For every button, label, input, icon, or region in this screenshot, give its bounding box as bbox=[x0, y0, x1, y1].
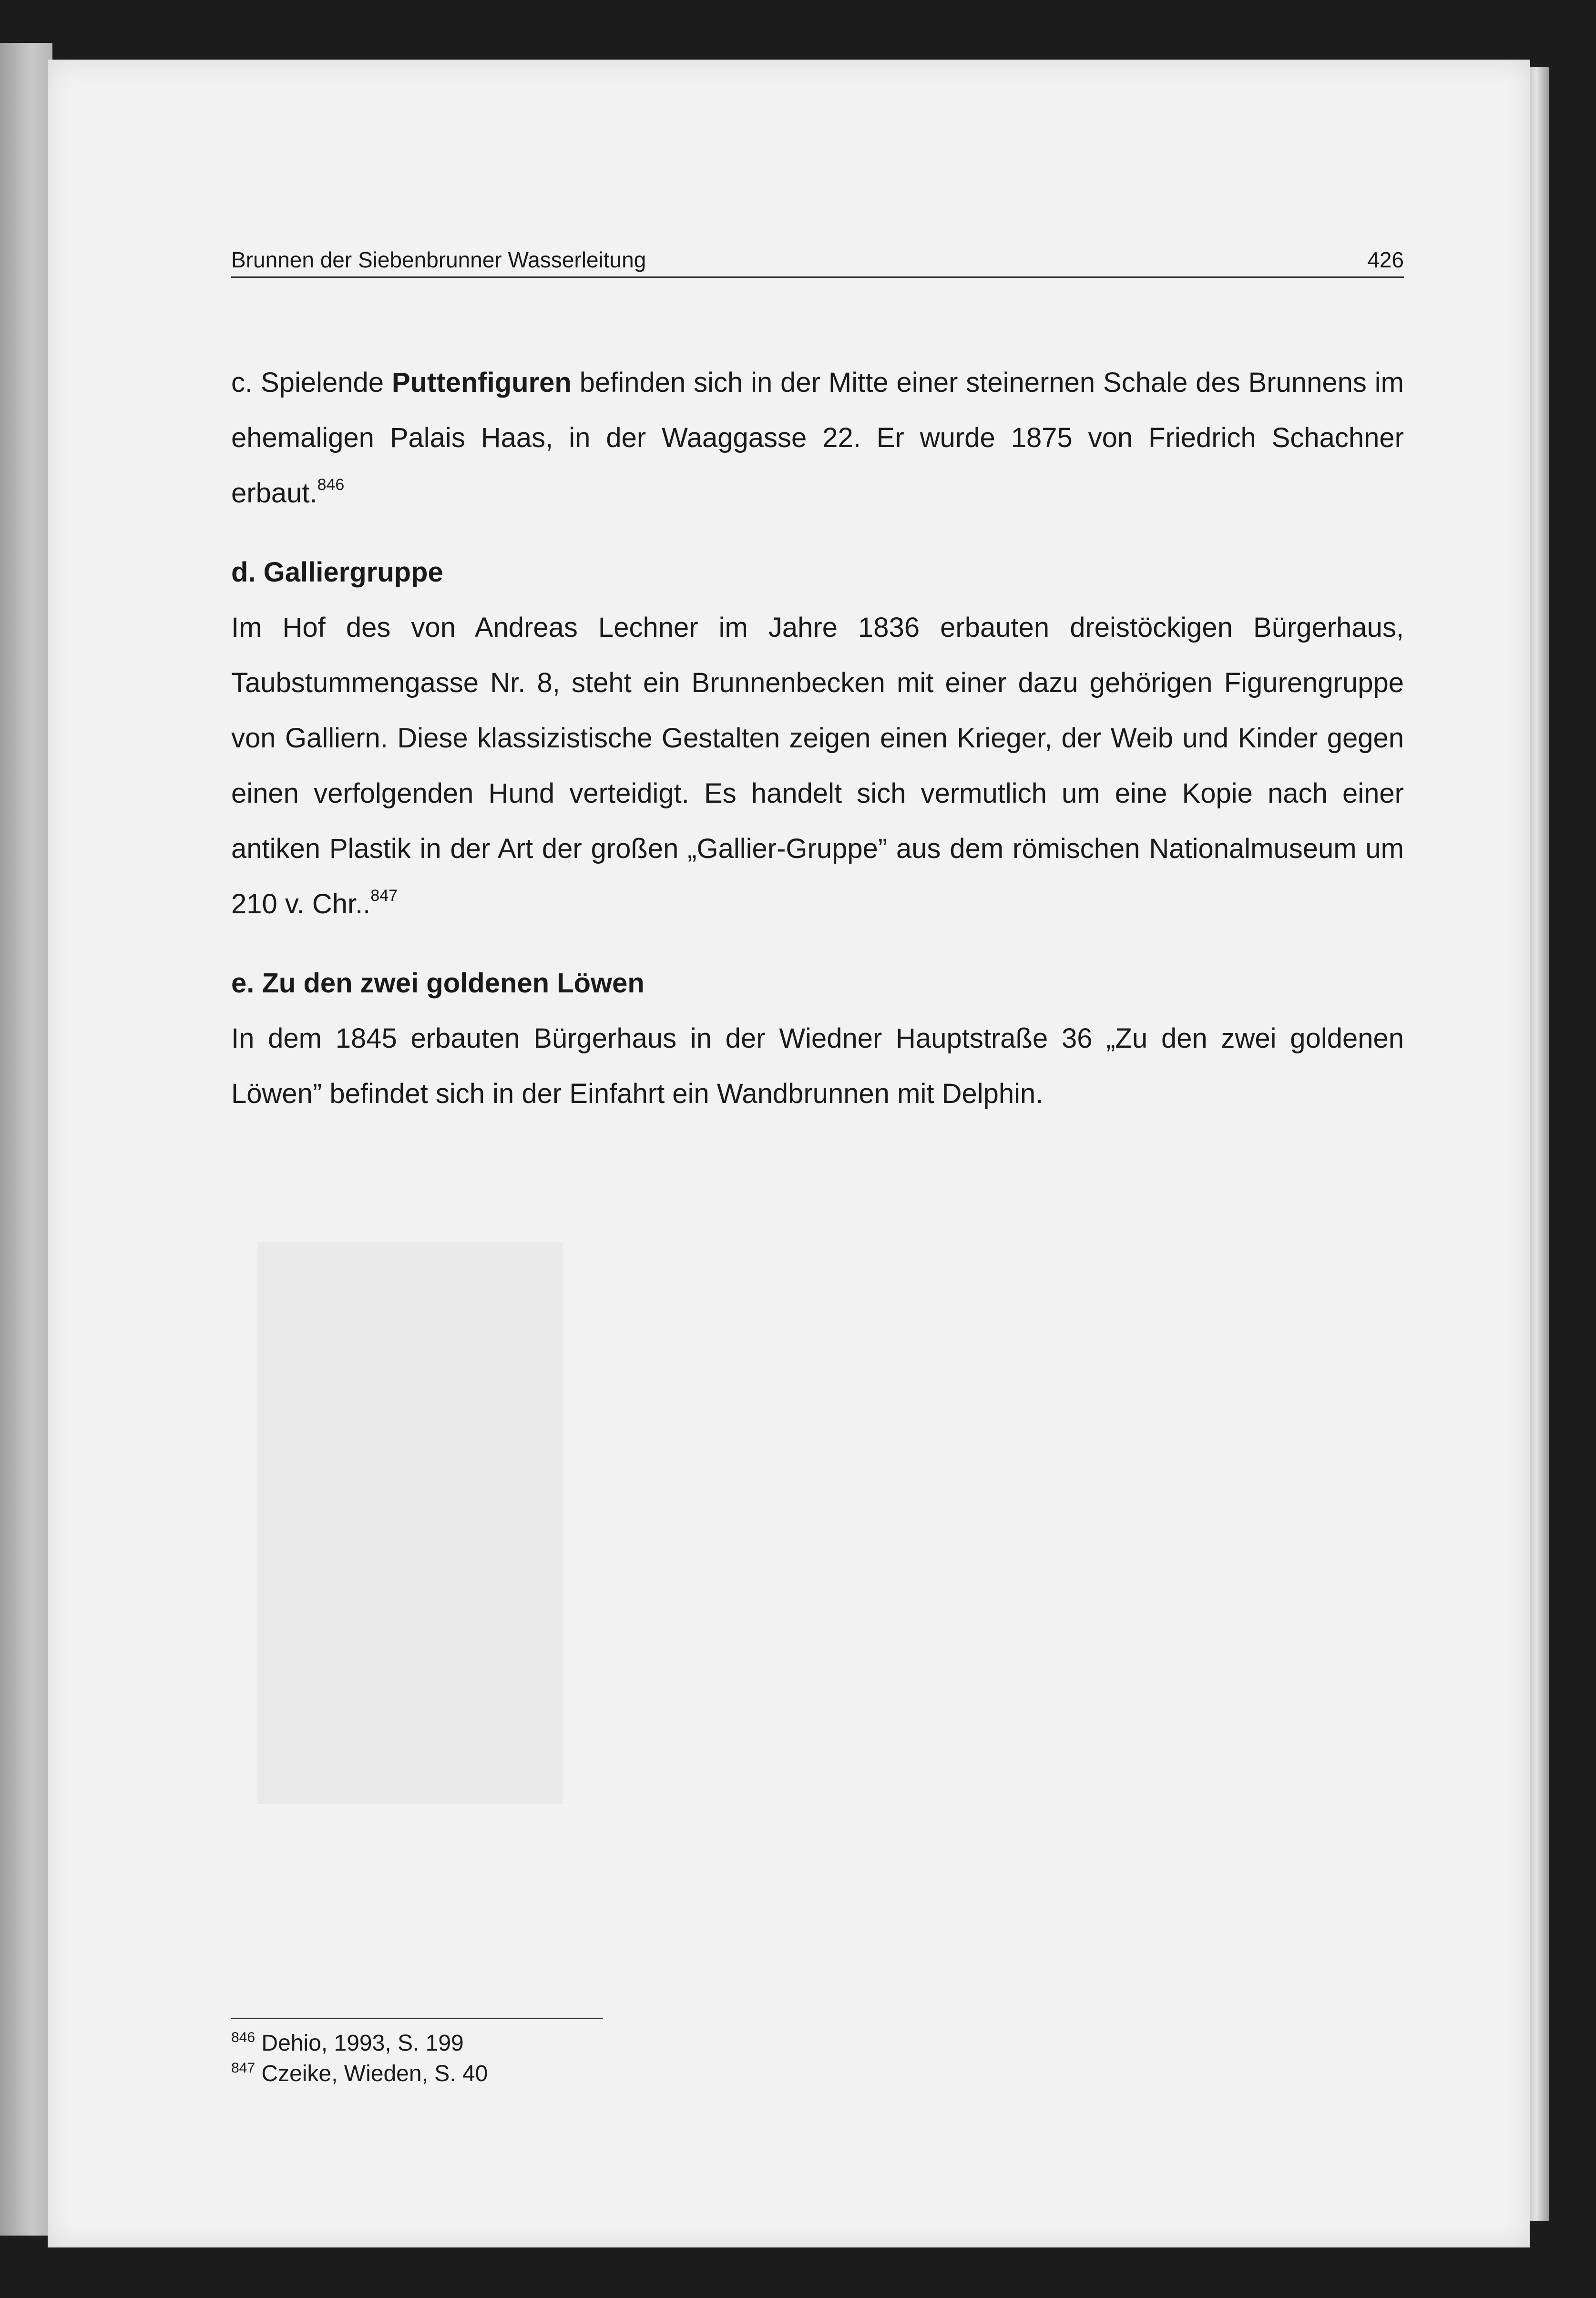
footnote-ref-847: 847 bbox=[370, 887, 398, 905]
section-c-paragraph bbox=[231, 355, 1404, 521]
footnote-ref-846: 846 bbox=[317, 476, 345, 494]
section-d-text: Im Hof des von Andreas Lechner im Jahre 1836 erbauten dreistöckigen Bürgerhaus, Taubstummengasse Nr. 8, steht ein Brunnenbecken mit einer dazu gehörigen Figurengruppe von Galliern. Diese klassizistische Gestalten zeigen einen Krieger, der Weib und Kinder gegen einen verfolgenden Hund verteidigt. Es handelt sich vermutlich um eine Kopie nach einer antiken Plastik in der Art der großen „Gallier-Gruppe” aus dem römischen Nationalmuseum um 210 v. Chr.. bbox=[231, 612, 1404, 919]
page-number: 426 bbox=[1367, 247, 1404, 272]
running-header bbox=[231, 243, 1404, 278]
footnote-divider bbox=[231, 2018, 603, 2019]
section-d-paragraph bbox=[231, 600, 1404, 932]
body-text bbox=[231, 355, 1404, 1122]
section-c-label: c. bbox=[231, 367, 253, 398]
book-page bbox=[48, 60, 1530, 2247]
footnote-number: 846 bbox=[231, 2030, 256, 2045]
section-c-bold-term: Puttenfiguren bbox=[391, 367, 572, 398]
footnote-text: Czeike, Wieden, S. 40 bbox=[261, 2061, 488, 2086]
running-title: Brunnen der Siebenbrunner Wasserleitung bbox=[231, 247, 646, 272]
section-e-paragraph: In dem 1845 erbauten Bürgerhaus in der Wiedner Hauptstraße 36 „Zu den zwei goldenen Löwen” befindet sich in der Einfahrt ein Wandbrunnen mit Delphin. bbox=[231, 1023, 1404, 1109]
section-c-text-1: Spielende bbox=[261, 367, 384, 398]
section-d-heading: d. Galliergruppe bbox=[231, 557, 443, 588]
footnote-846 bbox=[231, 2028, 488, 2059]
bleed-through-image bbox=[257, 1242, 563, 1804]
footnotes bbox=[231, 2028, 488, 2089]
footnote-847 bbox=[231, 2059, 488, 2089]
section-e-heading: e. Zu den zwei goldenen Löwen bbox=[231, 968, 645, 999]
facing-page-edge bbox=[0, 43, 52, 2236]
footnote-text: Dehio, 1993, S. 199 bbox=[261, 2031, 464, 2056]
section-c-text-2: befinden sich in der Mitte einer steinernen Schale des Brunnens im ehemaligen Palais Haas, in der Waaggasse 22. Er wurde 1875 von Friedrich Schachner erbaut. bbox=[231, 367, 1404, 509]
footnote-number: 847 bbox=[231, 2060, 256, 2076]
